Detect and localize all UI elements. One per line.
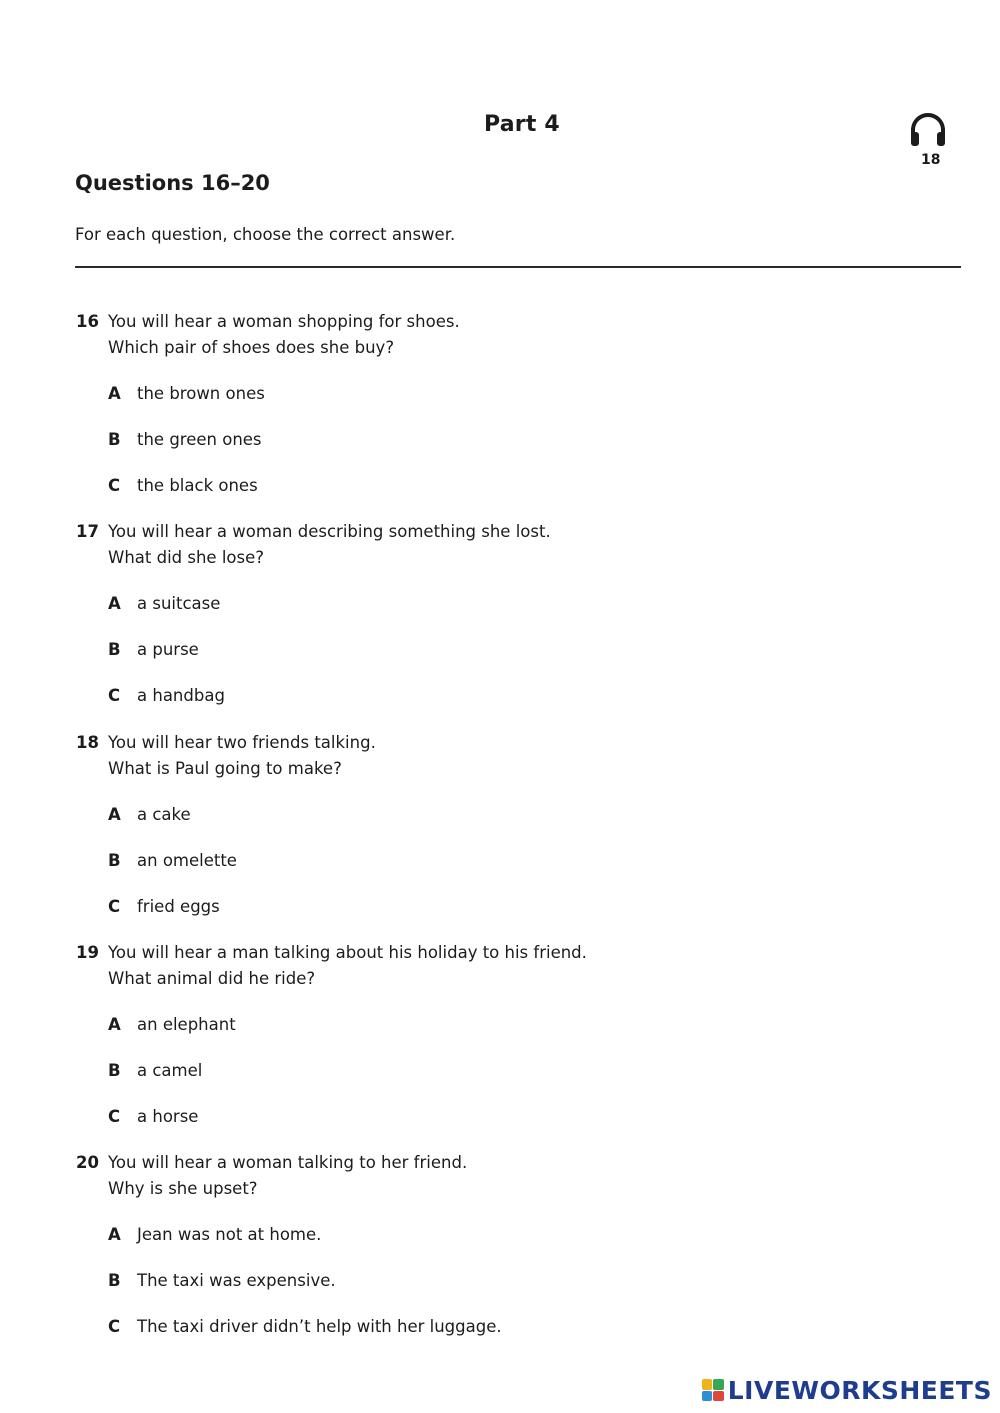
question-prompt: You will hear a woman describing something she lost. bbox=[108, 522, 551, 541]
option-text: the brown ones bbox=[137, 384, 265, 403]
option-text: the green ones bbox=[137, 430, 262, 449]
option-a[interactable] bbox=[108, 384, 265, 403]
question-prompt: You will hear a man talking about his holiday to his friend. bbox=[108, 943, 587, 962]
option-letter: B bbox=[108, 640, 121, 659]
option-letter: A bbox=[108, 1015, 121, 1034]
section-title: Questions 16–20 bbox=[75, 171, 270, 195]
track-number: 18 bbox=[921, 152, 941, 168]
option-text: The taxi driver didn’t help with her luggage. bbox=[137, 1317, 502, 1336]
option-letter: C bbox=[108, 476, 121, 495]
option-letter: C bbox=[108, 686, 121, 705]
option-text: the black ones bbox=[137, 476, 258, 495]
option-c[interactable] bbox=[108, 1317, 502, 1336]
option-letter: B bbox=[108, 1061, 121, 1080]
question-number: 20 bbox=[76, 1153, 99, 1172]
option-a[interactable] bbox=[108, 1015, 236, 1034]
divider bbox=[75, 266, 961, 268]
option-text: an elephant bbox=[137, 1015, 236, 1034]
instructions: For each question, choose the correct answer. bbox=[75, 225, 456, 244]
question-number: 18 bbox=[76, 733, 99, 752]
option-c[interactable] bbox=[108, 1107, 198, 1126]
option-text: an omelette bbox=[137, 851, 237, 870]
option-b[interactable] bbox=[108, 640, 199, 659]
question-prompt: You will hear a woman talking to her friend. bbox=[108, 1153, 468, 1172]
question-number: 16 bbox=[76, 312, 99, 331]
option-b[interactable] bbox=[108, 1271, 336, 1290]
audio-track-indicator bbox=[905, 112, 951, 172]
logo-text: LIVEWORKSHEETS bbox=[727, 1375, 992, 1405]
option-b[interactable] bbox=[108, 1061, 202, 1080]
question-text: Which pair of shoes does she buy? bbox=[108, 338, 395, 357]
page-title: Part 4 bbox=[484, 112, 560, 137]
option-letter: A bbox=[108, 805, 121, 824]
question-text: What is Paul going to make? bbox=[108, 759, 342, 778]
option-text: The taxi was expensive. bbox=[137, 1271, 336, 1290]
option-c[interactable] bbox=[108, 686, 225, 705]
option-letter: C bbox=[108, 897, 121, 916]
question-number: 19 bbox=[76, 943, 99, 962]
question-text: What did she lose? bbox=[108, 548, 265, 567]
option-c[interactable] bbox=[108, 476, 258, 495]
option-letter: A bbox=[108, 1225, 121, 1244]
option-text: a horse bbox=[137, 1107, 199, 1126]
option-text: a suitcase bbox=[137, 594, 221, 613]
liveworksheets-logo[interactable] bbox=[702, 1375, 992, 1405]
option-letter: C bbox=[108, 1317, 121, 1336]
option-letter: B bbox=[108, 1271, 121, 1290]
question-prompt: You will hear two friends talking. bbox=[108, 733, 376, 752]
option-letter: B bbox=[108, 430, 121, 449]
option-b[interactable] bbox=[108, 430, 262, 449]
option-letter: B bbox=[108, 851, 121, 870]
liveworksheets-logo-icon bbox=[702, 1379, 724, 1401]
option-letter: C bbox=[108, 1107, 121, 1126]
option-b[interactable] bbox=[108, 851, 237, 870]
option-text: fried eggs bbox=[137, 897, 220, 916]
option-a[interactable] bbox=[108, 594, 220, 613]
headphones-icon bbox=[908, 112, 948, 150]
question-text: What animal did he ride? bbox=[108, 969, 316, 988]
question-text: Why is she upset? bbox=[108, 1179, 258, 1198]
option-text: a camel bbox=[137, 1061, 203, 1080]
option-a[interactable] bbox=[108, 805, 191, 824]
question-prompt: You will hear a woman shopping for shoes. bbox=[108, 312, 460, 331]
question-number: 17 bbox=[76, 522, 99, 541]
option-letter: A bbox=[108, 384, 121, 403]
option-letter: A bbox=[108, 594, 121, 613]
option-text: a handbag bbox=[137, 686, 225, 705]
option-c[interactable] bbox=[108, 897, 220, 916]
option-a[interactable] bbox=[108, 1225, 321, 1244]
option-text: Jean was not at home. bbox=[137, 1225, 322, 1244]
option-text: a purse bbox=[137, 640, 199, 659]
option-text: a cake bbox=[137, 805, 191, 824]
